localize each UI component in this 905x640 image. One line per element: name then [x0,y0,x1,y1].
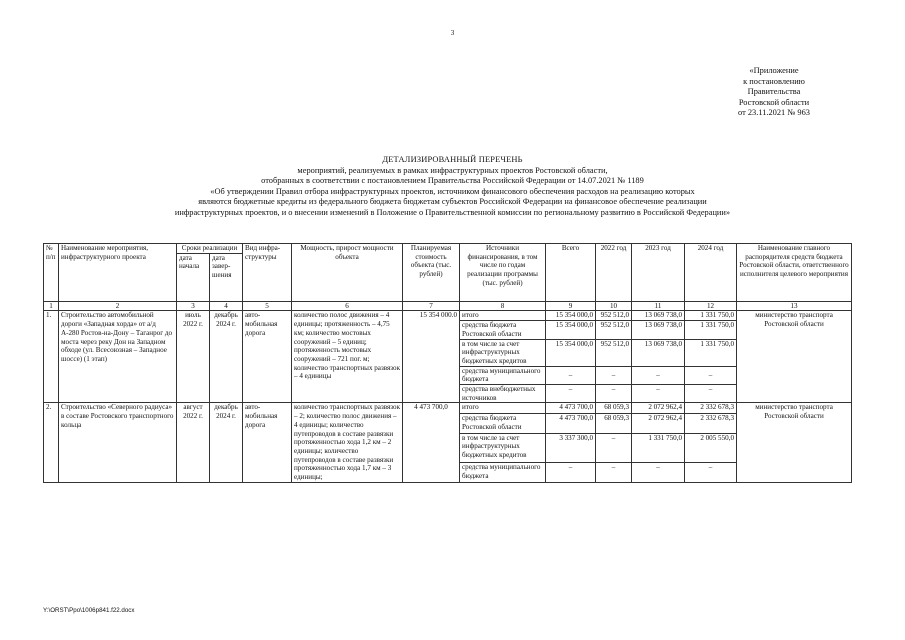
appendix-line: «Приложение [749,66,799,75]
row-total: 15 354 000,0 [546,311,596,321]
column-number: 5 [243,301,292,311]
row-source: в том числе за счет инфраструктурных бюджетных кредитов [460,433,546,462]
row-2022: 952 512,0 [596,311,632,321]
row-total: – [546,385,596,403]
header-num: № п/п [44,244,59,302]
row-2024: 2 332 678,3 [685,413,737,433]
row-2023: 2 072 962,4 [632,403,685,413]
appendix-line: к постановлению [743,76,805,86]
row-total: 4 473 700,0 [546,413,596,433]
row-total: – [546,366,596,384]
header-2022: 2022 год [596,244,632,302]
row-end: декабрь 2024 г. [210,311,243,403]
table-row [44,311,852,321]
header-2024: 2024 год [685,244,737,302]
row-type: авто-мобильная дорога [243,311,292,403]
appendix-line: Правительства [747,87,801,97]
title-line: отобранных в соответствии с постановлением Правительства Российской Федерации от 14.07.2021 № 1189 [261,176,644,186]
row-start: июль 2022 г. [177,311,210,403]
column-number: 12 [685,301,737,311]
row-total: 3 337 300,0 [546,433,596,462]
column-number: 3 [177,301,210,311]
column-number: 9 [546,301,596,311]
row-2024: 1 331 750,0 [685,339,737,366]
row-2022: 952 512,0 [596,339,632,366]
header-capacity: Мощность, прирост мощности объекта [292,244,403,302]
row-number: 1. [44,311,59,403]
row-2024: 1 331 750,0 [685,321,737,339]
header-total: Всего [546,244,596,302]
header-2023: 2023 год [632,244,685,302]
column-number: 4 [210,301,243,311]
row-capacity: количество транспортных развязок – 2; количество полос движения – 4 единицы; количество путепроводов в составе развязки протяженностью хода 1,2 км – 2 единицы; количество путепроводов в составе развязки протяженностью хода 1,7 км – 3 единицы; [292,403,403,482]
row-2024: 2 005 550,0 [685,433,737,462]
title-line: «Об утверждении Правил отбора инфраструктурных проектов, источником финансового обеспечения расходов на реализацию которых [210,186,695,196]
column-number: 13 [737,301,852,311]
header-terms: Сроки реализации [177,244,243,254]
row-2022: – [596,385,632,403]
row-source: средства бюджета Ростовской области [460,321,546,339]
row-2022: – [596,366,632,384]
header-end: дата завер-шения [210,253,243,301]
row-2023: – [632,385,685,403]
row-2022: 952 512,0 [596,321,632,339]
row-ministry: министерство транспорта Ростовской области [737,311,852,403]
column-number: 10 [596,301,632,311]
row-start: август 2022 г. [177,403,210,482]
column-number: 2 [59,301,177,311]
row-source: итого [460,311,546,321]
row-source: средства внебюджетных источников [460,385,546,403]
row-2024: 1 331 750,0 [685,311,737,321]
row-source: итого [460,403,546,413]
appendix-line: от 23.11.2021 № 963 [738,108,810,118]
detail-table [43,243,852,483]
row-name: Строительство автомобильной дороги «Западная хорда» от а/д А-280 Ростов-на-Дону – Таганрог до моста через реку Дон на Западном обходе (ул. Всесоюзная – Западное шоссе) (1 этап) [59,311,177,403]
row-capacity: количество полос движения – 4 единицы; протяженность – 4,75 км; количество мостовых сооружений – 5 единиц; протяженность мостовых сооружений – 721 пог. м; количество транспортных развязок – 4 единицы [292,311,403,403]
appendix-line: Ростовской области [738,97,810,107]
header-cost: Планируемая стоимость объекта (тыс. рублей) [403,244,460,302]
row-source: средства муниципального бюджета [460,366,546,384]
row-2023: – [632,462,685,482]
row-2022: 68 059,3 [596,413,632,433]
row-2024: – [685,462,737,482]
row-2024: 2 332 678,3 [685,403,737,413]
page-number: 3 [450,29,455,37]
row-total: 15 354 000,0 [546,321,596,339]
row-2023: 1 331 750,0 [632,433,685,462]
row-name: Строительство «Северного радиуса» в составе Ростовского транспортного кольца [59,403,177,482]
header-row [44,244,852,254]
row-cost: 15 354 000.0 [403,311,460,403]
row-2023: 13 069 738,0 [632,321,685,339]
column-number-row [44,301,852,311]
row-2023: – [632,366,685,384]
header-sources: Источники финансирования, в том числе по годам реализации программы (тыс. рублей) [460,244,546,302]
row-2023: 2 072 962,4 [632,413,685,433]
row-2022: 68 059,3 [596,403,632,413]
title-line: мероприятий, реализуемых в рамках инфраструктурных проектов Ростовской области, [297,165,608,175]
row-type: авто-мобильная дорога [243,403,292,482]
row-total: – [546,462,596,482]
row-2024: – [685,385,737,403]
row-total: 15 354 000,0 [546,339,596,366]
column-number: 1 [44,301,59,311]
row-ministry: министерство транспорта Ростовской области [737,403,852,482]
table-row [44,403,852,413]
column-number: 6 [292,301,403,311]
title-line: являются бюджетные кредиты из федерального бюджета бюджетам субъектов Российской Федерации на финансовое обеспечение реализации [198,197,707,207]
column-number: 7 [403,301,460,311]
row-2024: – [685,366,737,384]
title-line: инфраструктурных проектов, и о внесении изменений в Положение о Правительственной комиссии по региональному развитию в Российской Федерации» [174,207,731,217]
document-title [0,155,905,219]
header-name: Наименование мероприятия, инфраструктурного проекта [59,244,177,302]
row-end: декабрь 2024 г. [210,403,243,482]
header-type: Вид инфра-структуры [243,244,292,302]
row-2022: – [596,433,632,462]
row-source: средства бюджета Ростовской области [460,413,546,433]
column-number: 8 [460,301,546,311]
row-source: средства муниципального бюджета [460,462,546,482]
row-source: в том числе за счет инфраструктурных бюджетных кредитов [460,339,546,366]
row-2022: – [596,462,632,482]
file-path-footer: Y:\ORST\Ppo\1006p841.f22.docx [43,607,135,614]
appendix-block [715,66,833,119]
row-2023: 13 069 738,0 [632,339,685,366]
row-cost: 4 473 700,0 [403,403,460,482]
title-heading: ДЕТАЛИЗИРОВАННЫЙ ПЕРЕЧЕНЬ [382,155,523,164]
row-total: 4 473 700,0 [546,403,596,413]
row-number: 2. [44,403,59,482]
column-number: 11 [632,301,685,311]
header-start: дата начала [177,253,210,301]
header-ministry: Наименование главного распорядителя средств бюджета Ростовской области, ответственного исполнителя целевого мероприятия [737,244,852,302]
row-2023: 13 069 738,0 [632,311,685,321]
